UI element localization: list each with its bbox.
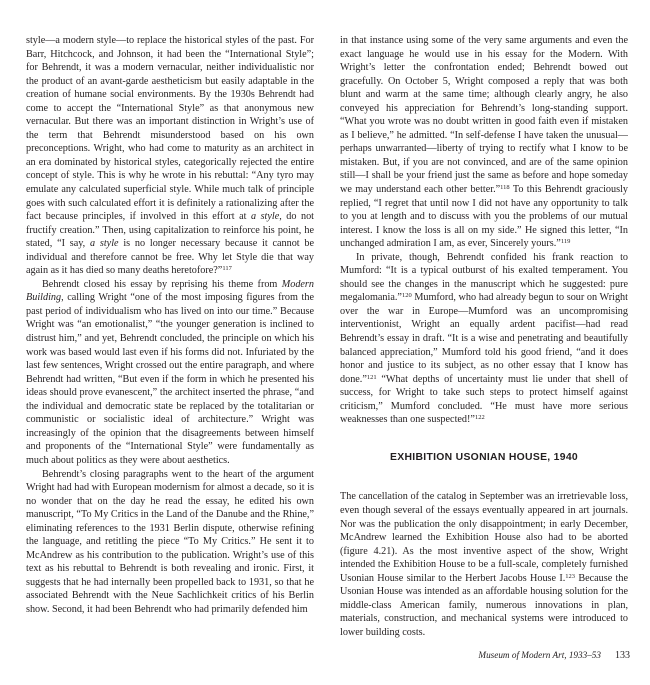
text-run: To this Behrendt graciously replied, “I regret that until now I did not have any opportunity to talk to you at length and to discuss with you the problems of our mutual interest. I know the loss is all on my side.” He signed this letter, “In unchanged admiration I am, as ever, Sincerely yours.” <box>340 184 629 250</box>
text-run: Because the Usonian House was intended as an affordable housing solution for the middle-class American family, numerous innovations in plan, materials, construction, and mechanical systems were introduced to lower building costs. <box>340 572 628 638</box>
body-paragraph: Behrendt’s closing paragraphs went to the heart of the argument Wright had had with European modernism for almost a decade, so it is no wonder that on the day he read the essay, he edited his own manuscript, “To My Critics in the Land of the Danube and the Rhine,” eliminating references to the 1931 Berlin dispute, otherwise refining the language, and retitling the piece “To My Critics.” He sent it to McAndrew as his contribution to the publication. Wright’s use of this text as his rebuttal to Behrendt is both revealing and ironic. First, it suggests that he had internally been propelled back to 1931, so that he associated Behrendt with the Neue Sachlichkeit critics of his Berlin show. Second, it had been Behrendt who had primarily defended him <box>26 468 314 615</box>
text-run: In private, though, Behrendt confided his frank reaction to Mumford: “It is a typical outburst of his exalted temperament. You should see the changes in the manuscript which he suggested: pure megalomania.” <box>340 251 628 304</box>
footnote-ref: 122 <box>474 414 485 422</box>
text-run: , do not fructify creation.” Then, using capitalization to reinforce his point, he stated, “I say, <box>26 211 314 250</box>
body-paragraph <box>26 34 314 278</box>
footnote-ref: 120 <box>401 292 412 300</box>
body-paragraph <box>340 34 628 251</box>
body-paragraph <box>340 251 628 427</box>
running-head: Museum of Modern Art, 1933–53 <box>478 650 601 660</box>
right-column <box>340 34 628 639</box>
text-run: style—a modern style—to replace the historical styles of the past. For Barr, Hitchcock, and Johnson, it had been the “International Style”; for Behrendt, it was a modern vernacular, neither individualistic nor the product of an avant-garde aestheticism but easily adaptable in the creation of humane social environments. By the 1930s Behrendt had come to accept the “International Style” as that anonymous new vernacular. But there was an important distinction in Wright’s use of the term that Behrendt misunderstood based on his own preconceptions. Wright, who had come to maturity as an architect in an era dominated by historical styles, categorically rejected the entire concept of style. This is why he wrote in his rebuttal: “Any tyro may emulate any calculated superficial style. While much talk of principle goes with such calculated effort it is definitely a rationalizing after the fact because principles, if involved in this effort at <box>26 35 314 223</box>
section-heading: EXHIBITION USONIAN HOUSE, 1940 <box>390 451 578 463</box>
page-footer <box>440 650 630 661</box>
italic-text: a style <box>250 211 280 223</box>
body-paragraph <box>26 278 314 468</box>
text-run: Mumford, who had already begun to sour on Wright over the war in Europe—Mumford was an uncompromising interventionist, Wright an equally ardent pacifist—had read Behrendt’s essay in draft. “It is a wise and penetrating and beautifully balanced appreciation,” Mumford told his good friend, “and it does honor and justice to its subject, as no other essay that I know has done.” <box>340 292 628 385</box>
footnote-ref: 118 <box>500 184 510 192</box>
italic-text: a style <box>90 238 119 250</box>
text-run: , calling Wright “one of the most imposing figures from the past period of individualism who has lived on into our time.” Because Wright was “an emotionalist,” “the younger generation is inclined to distrust him,” and yet, Behrendt concluded, the principle on which his work was based would last even if his forms did not. Infuriated by the last few sentences, Wright crossed out the entire paragraph, and where Behrendt had written, “But even if the form in which he presented his ideas should prove evanescent,” the architect inserted the phrase, “and the individual and democratic state be replaced by the totalitarian or communistic or socialistic ideal of architecture.” Wright was increasingly of the opinion that the disagreements between himself and proponents of the “International Style” were fundamentally as much about politics as they were about aesthetics. <box>26 292 314 466</box>
text-run: “What depths of uncertainty must lie under that shell of success, for Wright to take such steps to protect himself against criticism,” Mumford concluded. “He must have more serious weaknesses than one suspected!” <box>340 373 628 426</box>
footnote-ref: 117 <box>222 265 232 273</box>
footnote-ref: 123 <box>565 572 576 580</box>
footnote-ref: 119 <box>560 238 571 246</box>
footnote-ref: 121 <box>366 373 377 381</box>
left-column <box>26 34 314 617</box>
text-run: Behrendt closed his essay by reprising his theme from <box>42 278 282 290</box>
text-run: is no longer necessary because it cannot be individual and therefore cannot be free. Why let Style die that way again as it has died so many deaths heretofore?” <box>26 238 315 277</box>
page-number: 133 <box>615 650 630 661</box>
body-paragraph <box>340 490 628 639</box>
text-run: in that instance using some of the very same arguments and even the exact language he would use in his essay for the Modern. With Wright’s letter the confrontation ended; Behrendt bowed out gracefully. On October 5, Wright composed a reply that was both blunt and warm at the same time; although clearly angry, he also conveyed his appreciation for Behrendt’s long-standing support. “What you wrote was no doubt written in good faith even if mistaken as I believe,” he admitted. “In self-defense I have taken the unusual—perhaps unwarranted—liberty of trying to rectify what I know to be mistaken. But, if you are not convinced, and are of the same opinion still—I shall be your friend just the same as before and hope someday we may understand each other better.” <box>340 35 628 196</box>
text-run: The cancellation of the catalog in September was an irretrievable loss, even though several of the essays eventually appeared in art journals. Nor was the publication the only disappointment; in early December, McAndrew learned the Exhibition House also had to be aborted (figure 4.21). As the most inventive aspect of the show, Wright intended the Exhibition House to be a full-scale, completely furnished Usonian House similar to the Herbert Jacobs House I. <box>340 491 628 584</box>
italic-text: Modern Building <box>26 278 314 304</box>
